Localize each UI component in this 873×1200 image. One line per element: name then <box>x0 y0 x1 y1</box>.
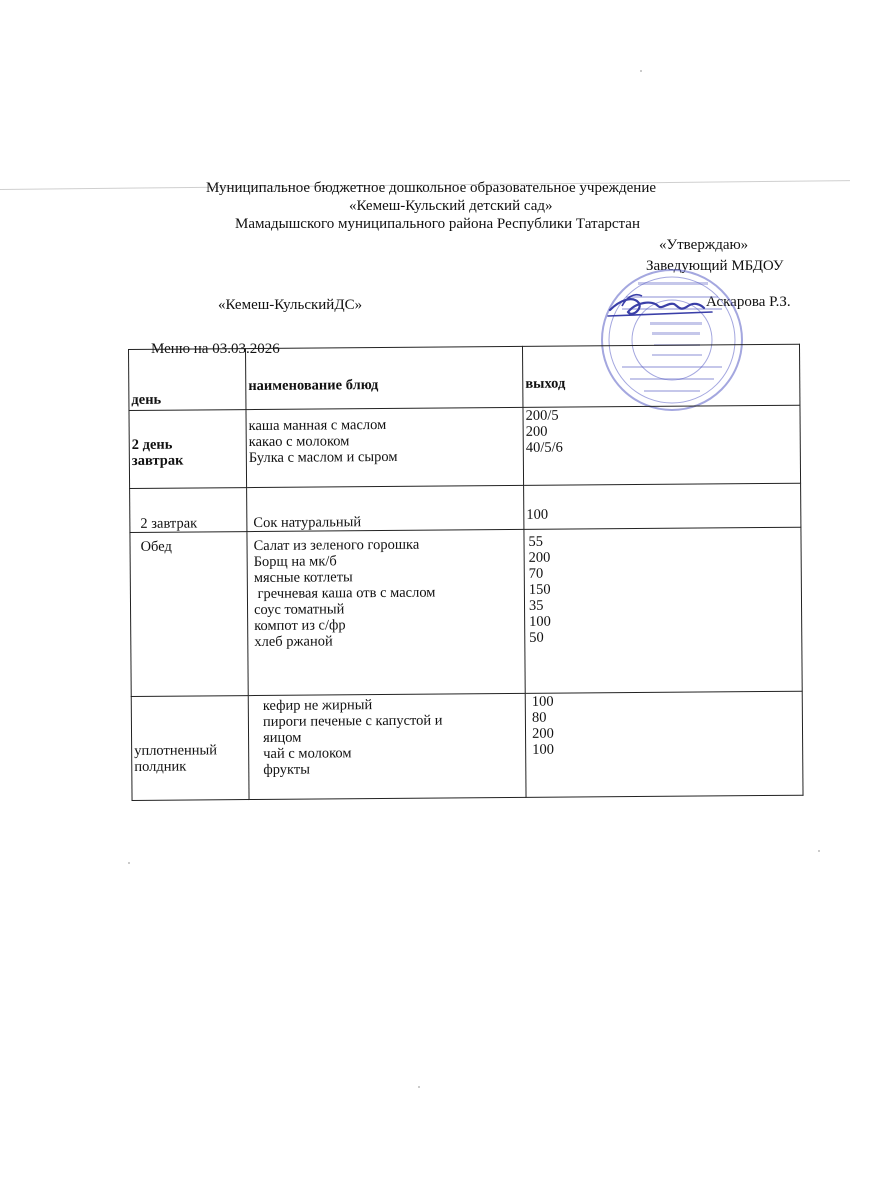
output-value: 200 <box>525 423 548 440</box>
day-label: полдник <box>134 758 187 775</box>
dish-item: мясные котлеты <box>253 569 353 587</box>
dish-item: соус томатный <box>253 601 345 619</box>
dish-item: пироги печеные с капустой и <box>262 712 443 730</box>
output-value: 200/5 <box>525 407 559 424</box>
output-value: 100 <box>529 613 551 630</box>
day-cell <box>130 532 248 697</box>
scan-speck <box>818 850 820 852</box>
output-value: 70 <box>528 565 544 582</box>
day-label: уплотненный <box>134 742 218 759</box>
dish-item: Булка с маслом и сыром <box>248 448 398 467</box>
dish-item: каша манная с маслом <box>248 416 387 435</box>
output-value: 50 <box>529 629 544 646</box>
table-row <box>130 483 801 532</box>
dish-item: яицом <box>262 729 302 746</box>
header-dish: наименование блюд <box>246 346 523 409</box>
output-value: 100 <box>531 693 554 710</box>
table-row <box>129 405 801 488</box>
dish-item: фрукты <box>263 761 311 778</box>
output-value: 35 <box>528 597 544 614</box>
output-value: 200 <box>528 549 551 566</box>
day-label: Обед <box>140 538 172 555</box>
header-day: день <box>129 349 246 411</box>
header-output: выход <box>522 344 799 407</box>
day-label: завтрак <box>131 452 184 469</box>
output-value: 40/5/6 <box>525 439 563 456</box>
day-label: 2 завтрак <box>140 515 198 532</box>
dish-cell <box>247 529 525 695</box>
approval-name: Аскарова Р.З. <box>706 294 791 310</box>
dish-item: хлеб ржаной <box>254 633 333 651</box>
dish-cell <box>246 407 524 487</box>
menu-date: Меню на 03.03.2026 <box>151 341 280 357</box>
day-cell <box>129 410 247 489</box>
dish-item: Сок натуральный <box>253 514 362 532</box>
output-cell <box>523 405 801 485</box>
dish-item: гречневая каша отв с маслом <box>253 584 436 603</box>
output-value: 100 <box>526 506 549 523</box>
dish-item: Салат из зеленого горошка <box>253 536 420 555</box>
org-header-line-3: Мамадышского муниципального района Республики Татарстан <box>235 216 640 232</box>
output-value: 150 <box>528 581 551 598</box>
scan-speck <box>128 862 130 864</box>
day-label: 2 день <box>131 436 173 453</box>
scan-speck <box>418 1086 420 1088</box>
dish-item: какао с молоком <box>248 433 350 451</box>
output-value: 200 <box>531 725 554 742</box>
output-cell <box>524 483 801 529</box>
approval-org: «Кемеш-КульскийДС» <box>218 297 363 313</box>
day-cell <box>130 488 247 533</box>
output-value: 80 <box>531 709 547 726</box>
dish-item: кефир не жирный <box>262 697 373 714</box>
approval-heading: «Утверждаю» <box>659 237 749 253</box>
scan-speck <box>640 70 642 72</box>
output-cell <box>525 691 803 797</box>
dish-item: компот из с/фр <box>254 617 346 635</box>
output-cell <box>524 527 802 693</box>
table-row <box>131 691 803 800</box>
dish-cell <box>247 485 524 531</box>
output-value: 55 <box>528 533 544 550</box>
approval-position: Заведующий МБДОУ <box>646 258 784 274</box>
dish-item: Борщ на мк/б <box>253 553 337 571</box>
menu-table <box>128 344 804 801</box>
table-row <box>130 527 802 696</box>
org-header-line-1: Муниципальное бюджетное дошкольное образовательное учреждение <box>206 180 656 196</box>
day-cell <box>131 696 249 801</box>
dish-item: чай с молоком <box>263 745 352 762</box>
table-header-row <box>129 344 800 410</box>
org-header-line-2: «Кемеш-Кульский детский сад» <box>349 198 553 214</box>
dish-cell <box>248 693 526 799</box>
output-value: 100 <box>532 741 554 758</box>
